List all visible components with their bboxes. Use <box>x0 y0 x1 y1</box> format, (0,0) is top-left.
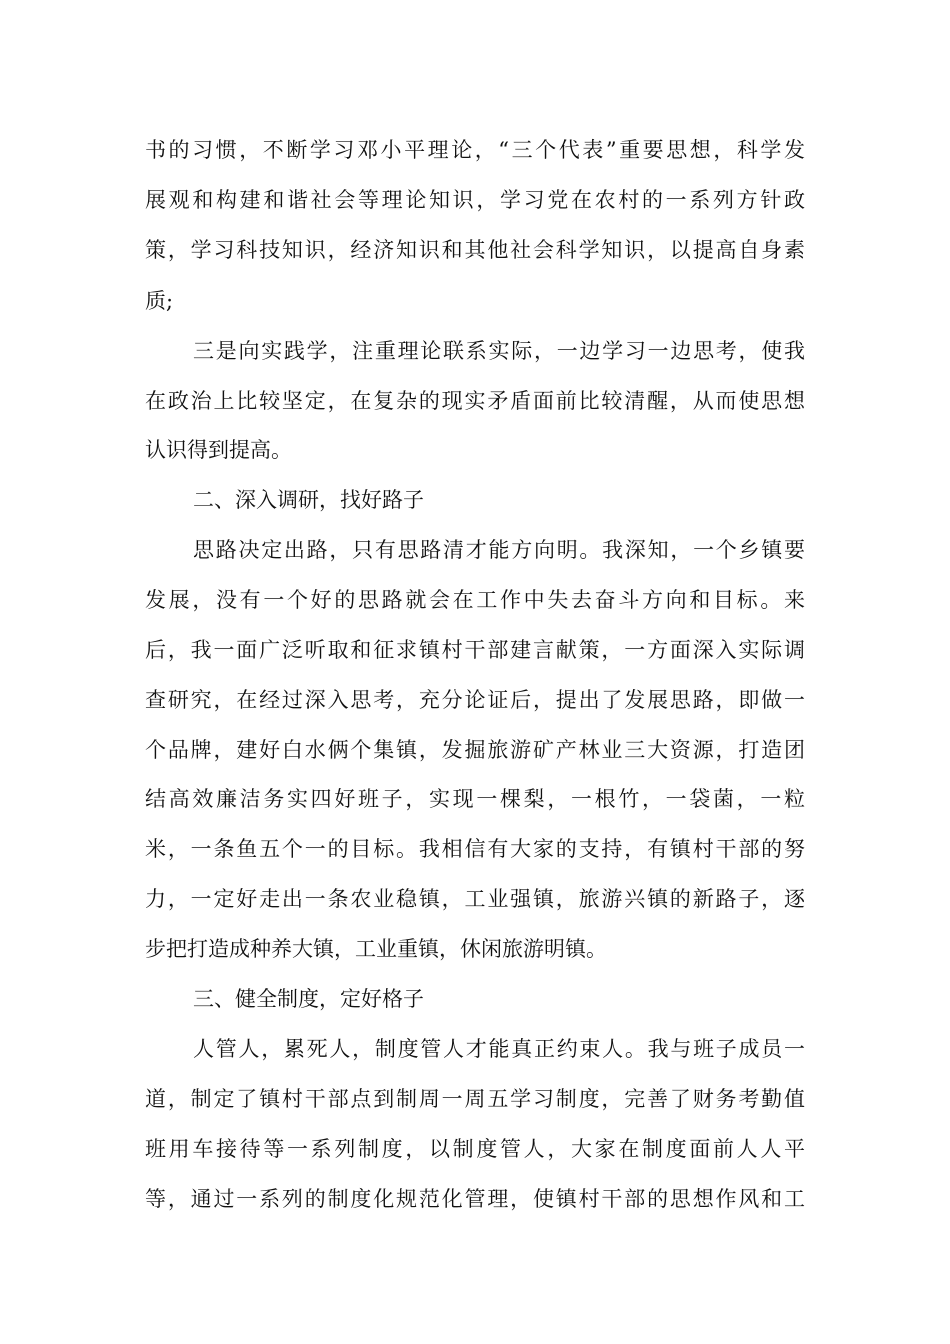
text-line: 步把打造成种养大镇，工业重镇，休闲旅游明镇。 <box>145 937 607 961</box>
text-line: 个品牌，建好白水俩个集镇，发掘旅游矿产林业三大资源，打造团 <box>145 738 805 762</box>
section-heading: 二、深入调研，找好路子 <box>193 488 424 512</box>
text-line: 后，我一面广泛听取和征求镇村干部建言献策，一方面深入实际调 <box>145 638 805 662</box>
text-line: 思路决定出路，只有思路清才能方向明。我深知，一个乡镇要 <box>193 538 805 562</box>
text-line: 查研究，在经过深入思考，充分论证后，提出了发展思路，即做一 <box>145 688 805 712</box>
text-line: 策，学习科技知识，经济知识和其他社会科学知识，以提高自身素 <box>145 238 805 262</box>
text-line: 质; <box>145 289 174 313</box>
text-line: 书的习惯，不断学习邓小平理论，“三个代表”重要思想，科学发 <box>145 138 805 162</box>
text-line: 人管人，累死人，制度管人才能真正约束人。我与班子成员一 <box>193 1037 805 1061</box>
text-line: 结高效廉洁务实四好班子，实现一棵梨，一根竹，一袋菌，一粒 <box>145 787 805 811</box>
text-line: 三是向实践学，注重理论联系实际，一边学习一边思考，使我 <box>193 339 805 363</box>
text-line: 力，一定好走出一条农业稳镇，工业强镇，旅游兴镇的新路子，逐 <box>145 887 805 911</box>
text-line: 展观和构建和谐社会等理论知识，学习党在农村的一系列方针政 <box>145 188 805 212</box>
text-line: 米，一条鱼五个一的目标。我相信有大家的支持，有镇村干部的努 <box>145 837 805 861</box>
text-line: 发展，没有一个好的思路就会在工作中失去奋斗方向和目标。来 <box>145 588 805 612</box>
text-line: 认识得到提高。 <box>145 438 292 462</box>
section-heading: 三、健全制度，定好格子 <box>193 987 424 1011</box>
text-line: 道，制定了镇村干部点到制周一周五学习制度，完善了财务考勤值 <box>145 1087 805 1111</box>
text-line: 在政治上比较坚定，在复杂的现实矛盾面前比较清醒，从而使思想 <box>145 389 805 413</box>
text-line: 等，通过一系列的制度化规范化管理，使镇村干部的思想作风和工 <box>145 1187 805 1211</box>
text-line: 班用车接待等一系列制度，以制度管人，大家在制度面前人人平 <box>145 1137 805 1161</box>
